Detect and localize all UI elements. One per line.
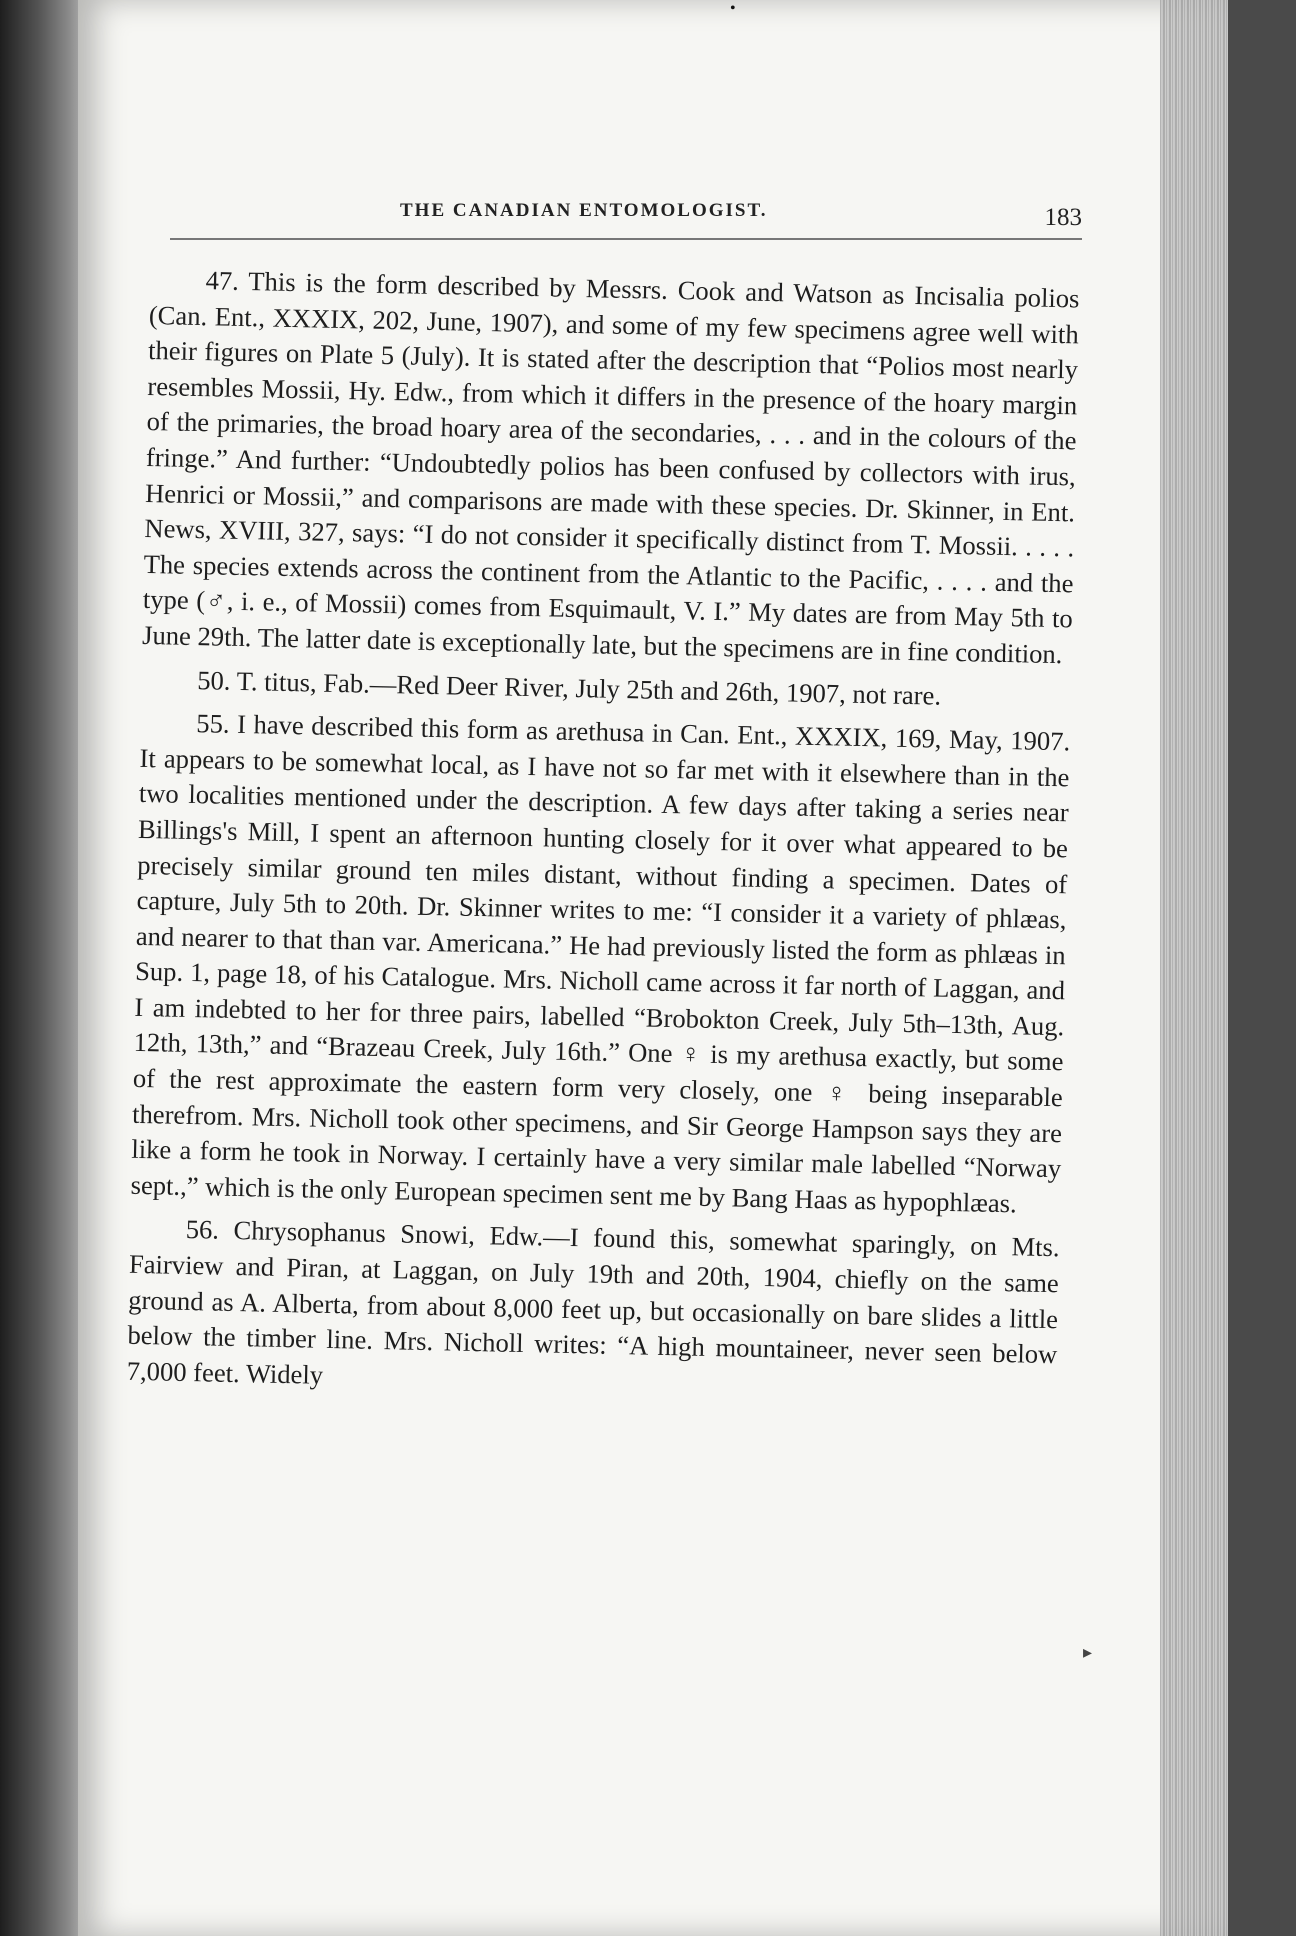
scan-speck: • [730, 0, 736, 17]
header-rule [170, 238, 1082, 240]
paragraph-56 [126, 1211, 1060, 1408]
paragraph-text: 50. T. titus, Fab.—Red Deer River, July 25th and 26th, 1907, not rare. [196, 664, 942, 711]
paragraph-47 [142, 262, 1080, 673]
page-edge-stack [1160, 0, 1228, 1936]
margin-mark: ▸ [1083, 1642, 1093, 1662]
page-number: 183 [1044, 204, 1082, 231]
paragraph-text: 56. Chrysophanus Snowi, Edw.—I found this, somewhat sparingly, on Mts. Fairview and Piran, at Laggan, on July 19th and 20th, 1904, chiefly on the same ground as A. Alberta, from about 8,000 feet up, but occasionally on bare slides a little below the timber line. Mrs. Nicholl writes: “A high mountaineer, never seen below 7,000 feet. Widely [126, 1214, 1060, 1390]
paragraph-text: 55. I have described this form as arethusa in Can. Ent., XXXIX, 169, May, 1907. It appears to be somewhat local, as I have not so far met with it elsewhere than in the two localities mentioned under the description. A few days after taking a series near Billings's Mill, I spent an afternoon hunting closely for it over what appeared to be precisely similar ground ten miles distant, without finding a specimen. Dates of capture, July 5th to 20th. Dr. Skinner writes to me: “I consider it a variety of phlæas, and nearer to that than var. Americana.” He had previously listed the form as phlæas in Sup. 1, page 18, of his Catalogue. Mrs. Nicholl came across it far north of Laggan, and I am indebted to her for three pairs, labelled “Brobokton Creek, July 5th–13th, Aug. 12th, 13th,” and “Brazeau Creek, July 16th.” One ♀ is my arethusa exactly, but some of the rest approximate the eastern form very closely, one ♀ being inseparable therefrom. Mrs. Nicholl took other specimens, and Sir George Hampson says they are like a form he took in Norway. I certainly have a very similar male labelled “Norway sept.,” which is the only European specimen sent me by Bang Haas as hypophlæas. [130, 708, 1071, 1219]
article-body [126, 262, 1080, 1417]
running-head: THE CANADIAN ENTOMOLOGIST. [400, 200, 768, 221]
paragraph-55 [130, 705, 1070, 1223]
paragraph-text: 47. This is the form described by Messrs. Cook and Watson as Incisalia polios (Can. Ent., XXXIX, 202, June, 1907), and some of my few specimens agree well with their figures on Plate 5 (July). It is stated after the description that “Polios most nearly resembles Mossii, Hy. Edw., from which it differs in the presence of the hoary margin of the primaries, the broad hoary area of the secondaries, . . . and in the colours of the fringe.” And further: “Undoubtedly polios has been confused by collectors with irus, Henrici or Mossii,” and comparisons are made with these species. Dr. Skinner, in Ent. News, XVIII, 327, says: “I do not consider it specifically distinct from T. Mossii. . . . . The species extends across the continent from the Atlantic to the Pacific, . . . . and the type (♂, i. e., of Mossii) comes from Esquimault, V. I.” My dates are from May 5th to June 29th. The latter date is exceptionally late, but the specimens are in fine condition. [141, 265, 1080, 670]
page-header [170, 190, 1082, 250]
